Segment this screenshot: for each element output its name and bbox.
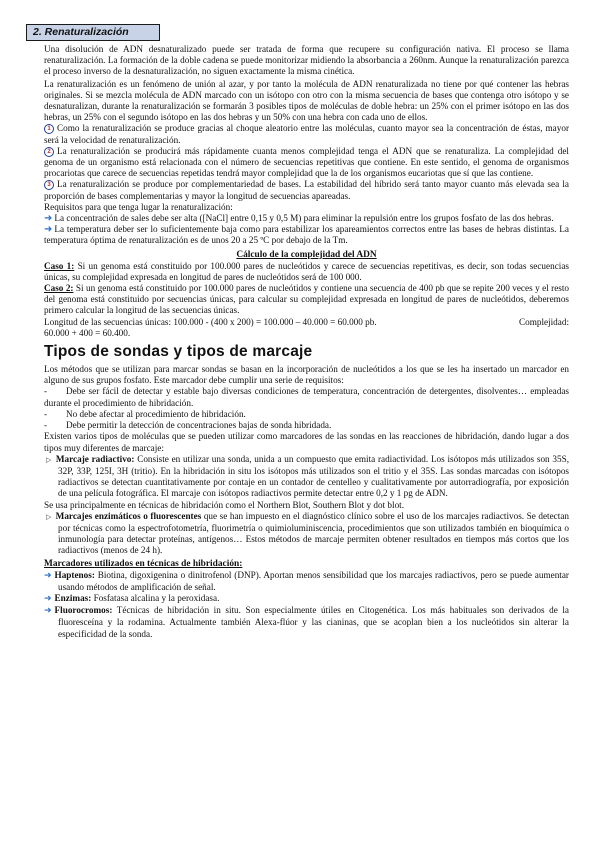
numbered-circle-icon: 2 [44,147,54,157]
radioactive-item: ▷ Marcaje radiactivo: Consiste en utilizar una sonda, unida a un compuesto que emita radiactividad. Los isótopos más utilizados son 35S, 32P, 33P, 125I, 3H (tritio). En la hibridación in situ los isótopos más utilizados son el tritio y el 35S. Las sondas marcadas con isótopos radiactivos se detectan cuantitativamente por contaje en un contador de centelleo y cualitativamente por autorradiografía, por exposición de una película fotográfica. El marcaje con isótopos radiactivos permite detectar entre 0,2 y 1 pg de ADN. [46,453,569,499]
probes-heading: Tipos de sondas y tipos de marcaje [44,343,313,361]
triangle-bullet-icon: ▷ [46,512,52,521]
numbered-circle-icon: 3 [44,180,54,190]
numbered-circle-icon: 1 [44,124,54,134]
numbered-item-2: 2 La renaturalización se producirá más rápidamente cuanta menos complejidad tenga el ADN que se renaturaliza. La complejidad del genoma de un organismo está relacionada con el número de secuencias repetitivas que contiene. En este sentido, el genoma de organismos procariotas que carece de secuencias repetidas tendrá mayor complejidad que la de los organismos eucariotas que sí que las contiene. [44,145,569,179]
calc-line: Longitud de las secuencias únicas: 100.000 - (400 x 200) = 100.000 – 40.000 = 60.000 pb. Complejidad: [44,316,569,327]
section-header: 2. Renaturalización [26,24,160,41]
document-page [33,22,569,640]
numbered-item-1: 1 Como la renaturalización se produce gracias al choque aleatorio entre las moléculas, cuanto mayor sea la concentración de éstas, mayor será la velocidad de renaturalización. [44,123,569,145]
right-arrow-icon: ➜ [44,570,52,581]
case-2: Caso 2: Si un genoma está constituido por 100.000 pares de nucleótidos y contiene una secuencia de 400 pb que se repite 200 veces y el resto del genoma está constituido por secuencias únicas, para calcular su complejidad expresada en longitud de pares de nucleótidos, deberemos primero calcular la longitud de las secuencias únicas. [44,283,569,316]
paragraph-intro: Una disolución de ADN desnaturalizado puede ser tratada de forma que recupere su configuración nativa. El proceso se llama renaturalización. La formación de la doble cadena se puede monitorizar midiendo la absorbancia a 260nm. Aunque la renaturalización parezca el proceso inverso de la desnaturalización, no siguen exactamente la misma cinética. [44,44,569,77]
numbered-item-3: 3 La renaturalización se produce por complementariedad de bases. La estabilidad del híbrido será tanto mayor cuanto más elevada sea la proporción de bases complementarias y mayor la longitud de secuencias apareadas. [44,179,569,201]
calc-result: 60.000 + 400 = 60.400. [44,327,131,338]
requisite-2: - No debe afectar al procedimiento de hibridación. [44,408,246,419]
requisite-3: - Debe permitir la detección de concentraciones bajas de sonda hibridada. [44,420,332,431]
complexity-title: Cálculo de la complejidad del ADN [236,249,377,260]
marker-haptenos: ➜ Haptenos: Biotina, digoxigenina o dinitrofenol (DNP). Aportan menos sensibilidad que los marcajes radiactivos, pero se puede aumentar usando métodos de amplificación de señal. [44,569,569,592]
triangle-bullet-icon: ▷ [46,455,52,464]
types-intro: Existen varios tipos de moléculas que se pueden utilizar como marcadores de las sondas en las reacciones de hibridación, dando lugar a dos tipos muy diferentes de marcaje: [44,431,569,453]
enzymatic-item: ▷ Marcajes enzimáticos o fluorescentes que se han impuesto en el diagnóstico clínico sobre el uso de los marcajes radiactivos. Se detectan por técnicas como la espectrofotometría, fluorimetría o quimioluminiscencia, procedimientos que son utilizados también en bioquímica o inmunología para detectar proteínas, antígenos… Estos métodos de marcaje permiten obtener resultados en tiempos más cortos que los radiactivos (menos de 24 h). [46,510,569,556]
requirements-intro: Requisitos para que tenga lugar la renaturalización: [44,201,233,212]
right-arrow-icon: ➜ [44,224,53,236]
right-arrow-icon: ➜ [44,593,52,604]
right-arrow-icon: ➜ [44,606,52,617]
radioactive-use: Se usa principalmente en técnicas de hibridación como el Northern Blot, Southern Blot y dot blot. [44,499,405,510]
marker-enzimas: ➜ Enzimas: Fosfatasa alcalina y la peroxidasa. [44,592,220,604]
requirement-2: ➜ La temperatura deber ser lo suficientemente baja como para estabilizar los apareamientos correctos entre las bases de hebras distintas. La temperatura óptima de renaturalización es de unos 20 a 25 ºC por debajo de la Tm. [44,224,569,246]
paragraph-random-union: La renaturalización es un fenómeno de unión al azar, y por tanto la molécula de ADN renaturalizada no tiene por qué contener las hebras originales. Si se mezcla molécula de ADN marcado con un isótopo con otro con la misma secuencia de bases que contenga otro isótopo y se desnaturalizan, durante la renaturalización se formarán 3 posibles tipos de moléculas de doble hebra: un 25% con el primer isótopo en las dos hebras, un 25% con el segundo isótopo en las dos hebras y un 50% con una hebra con cada uno de ellos. [44,78,569,123]
marker-fluorocromos: ➜ Fluorocromos: Técnicas de hibridación in situ. Son especialmente útiles en Citogenética. Los más habituales son derivados de la fluoresceína y la rodamina. Actualmente también Alexa-flúor y las cianinas, que se acoplan bien a los nucleótidos sin alterar la especificidad de la sonda. [44,605,569,639]
markers-title: Marcadores utilizados en técnicas de hibridación: [44,558,243,569]
requisite-1: - Debe ser fácil de detectar y estable bajo diversas condiciones de temperatura, concentración de detergentes, disolventes… empleadas durante el procedimiento de hibridación. [44,386,569,408]
case-1: Caso 1: Si un genoma está constituido por 100.000 pares de nucleótidos y carece de secuencias repetitivas, es decir, son todas secuencias únicas, su complejidad expresada en longitud de pares de nucleótidos será de 100 000. [44,260,569,282]
right-arrow-icon: ➜ [44,213,53,225]
requirement-1: ➜ La concentración de sales debe ser alta ([NaCl] entre 0,15 y 0,5 M) para eliminar la repulsión entre los grupos fosfato de las dos hebras. [44,213,554,225]
probes-intro: Los métodos que se utilizan para marcar sondas se basan en la incorporación de nucleótidos a los que se les ha insertado un marcador en alguno de sus grupos fosfato. Este marcador debe cumplir una serie de requisitos: [44,364,569,386]
